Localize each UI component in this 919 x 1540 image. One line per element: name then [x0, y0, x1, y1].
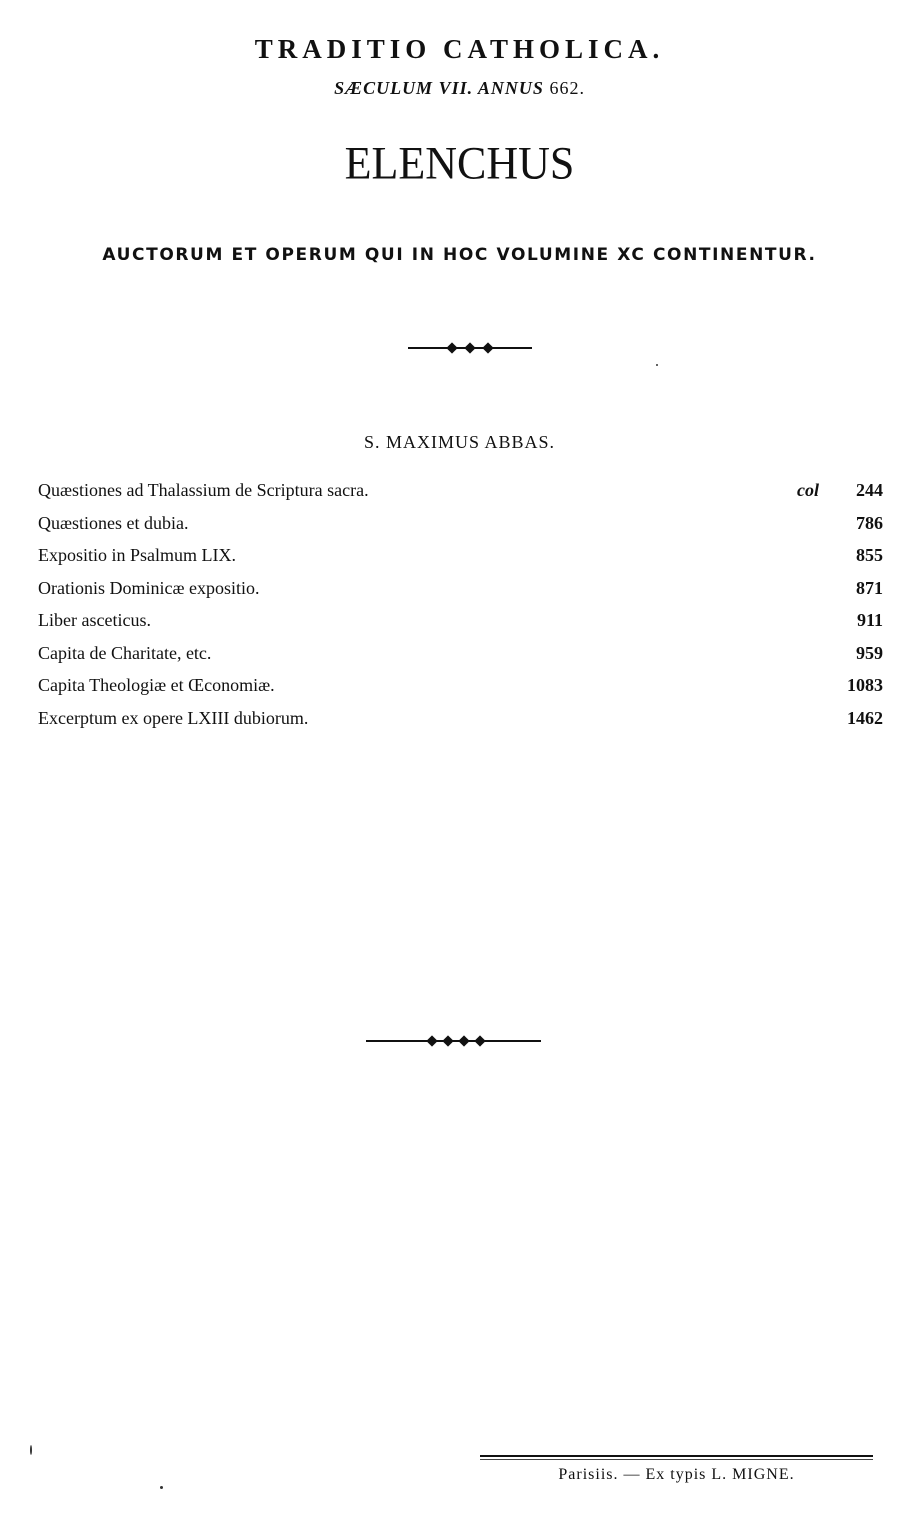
toc-row — [38, 608, 883, 641]
toc-title: Liber asceticus. — [38, 610, 151, 630]
imprint-rule-thin — [480, 1459, 873, 1460]
toc-row — [38, 641, 883, 674]
toc-title: Quæstiones ad Thalassium de Scriptura sacra. — [38, 480, 369, 500]
imprint: Parisiis. — Ex typis L. MIGNE. — [558, 1466, 795, 1483]
page-subtitle: AUCTORUM ET OPERUM QUI IN HOC VOLUMINE XC CONTINENTUR. — [102, 245, 817, 265]
bottom-ornament-rule — [366, 1035, 541, 1047]
imprint-rule — [480, 1455, 873, 1457]
toc-page: 855 — [856, 545, 883, 565]
toc-page: 871 — [856, 577, 883, 598]
series-title: TRADITIO CATHOLICA. — [254, 34, 665, 64]
year-number: 662. — [549, 78, 585, 98]
col-label: col — [797, 480, 819, 500]
toc-title: Orationis Dominicæ expositio. — [38, 577, 260, 598]
toc-title: Expositio in Psalmum LIX. — [38, 545, 236, 565]
paper-speck — [160, 1486, 163, 1489]
top-ornament-rule — [408, 342, 532, 354]
toc-title: Excerptum ex opere LXIII dubiorum. — [38, 707, 309, 728]
toc-title: Capita Theologiæ et Œconomiæ. — [38, 675, 275, 695]
paper-speck — [30, 1445, 32, 1455]
toc-row — [38, 706, 883, 739]
toc-page: 911 — [856, 610, 883, 630]
toc-row — [38, 543, 883, 576]
toc-page: 959 — [856, 642, 883, 663]
toc-page: 1462 — [847, 707, 883, 728]
century-label: SÆCULUM VII. ANNUS — [334, 78, 544, 98]
toc-page: 1083 — [847, 675, 883, 695]
page-title: ELENCHUS — [344, 137, 575, 190]
author-heading: S. MAXIMUS ABBAS. — [363, 432, 556, 452]
toc-row — [38, 576, 883, 609]
toc-row — [38, 511, 883, 544]
paper-speck — [656, 364, 658, 366]
toc-page: 244 — [856, 480, 883, 500]
toc-page: 786 — [856, 512, 883, 533]
toc-row — [38, 478, 883, 511]
toc-row — [38, 673, 883, 706]
table-of-contents — [38, 478, 883, 738]
series-subtitle — [0, 78, 919, 99]
toc-title: Quæstiones et dubia. — [38, 512, 189, 533]
toc-title: Capita de Charitate, etc. — [38, 642, 212, 663]
